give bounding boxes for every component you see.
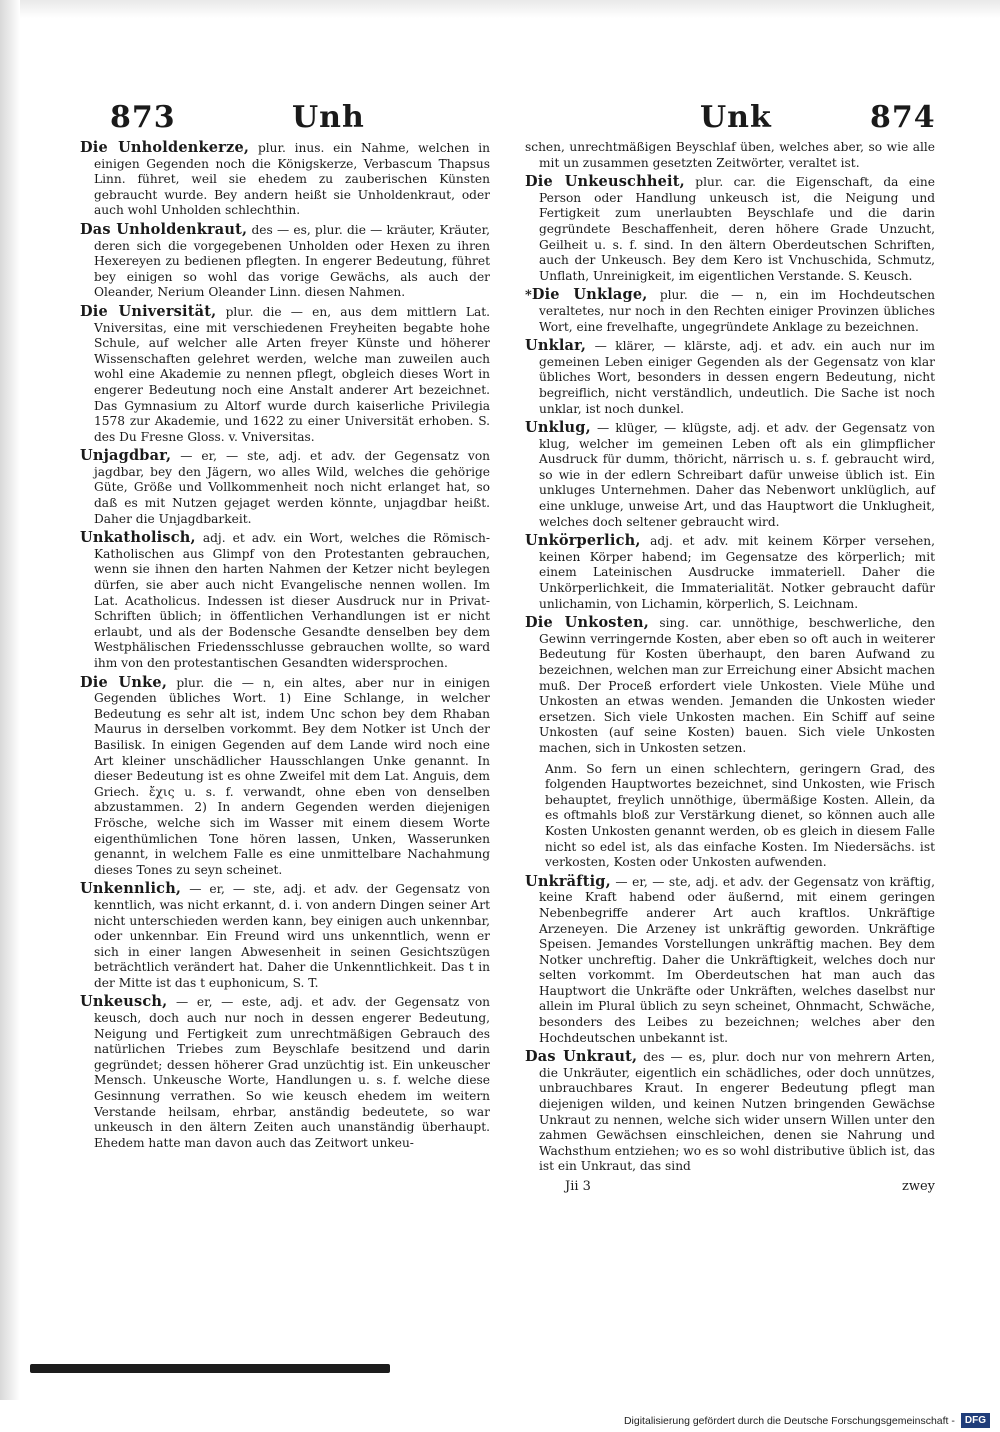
entry-text: des — es, plur. doch nur von mehrern Arten, die Unkräuter, eigentlich ein schädliches, oder doch unnützes, unbrauchbares Kraut. In engerer Bedeutung pflegt man diejenigen wilden, und keinen Nutzen bringenden Gewächse Unkraut zu nennen, welche sich wider unsern Willen unter den zahmen Gewächsen einschleichen, denen sie Nahrung und Wachsthum entziehen; wo es so wohl distributive üblich ist, das ist ein Unkraut, das sind xyxy=(539,1050,935,1174)
scan-edge-left xyxy=(0,0,20,1400)
entry-text: schen, unrechtmäßigen Beyschlaf üben, welches aber, so wie alle mit un zusammen gesetzten Zeitwörter, veraltet ist. xyxy=(525,140,935,170)
dictionary-entry xyxy=(80,881,490,991)
obsolete-marker: * xyxy=(525,288,532,304)
catchword: zwey xyxy=(901,1179,935,1194)
digitization-footer xyxy=(624,1413,990,1428)
entry-text: plur. die — n, ein altes, aber nur in einigen Gegenden übliches Wort. 1) Eine Schlange, in welcher Bedeutung es sehr alt ist, indem Unc schon bey dem Rhaban Maurus in derselben vorkommt. Bey dem Notker ist Unch der Basilisk. In einigen Gegenden auf dem Lande wird noch eine Art kleiner unschädlicher Hausschlangen Unke genannt. In dieser Bedeutung ist es ohne Zweifel mit dem Lat. Anguis, dem Griech. ἔχις u. s. f. verwandt, ohne eben von denselben abzustammen. 2) In andern Gegenden werden diejenigen Frösche, welche sich im Wasser mit einem diesem Worte eigenthümlichen Tone hören lassen, Unken, Wasserunken genannt, in welchem Falle es eine unmittelbare Nachahmung dieses Tones zu seyn scheinet. xyxy=(94,675,490,877)
entry-headword: Unkörperlich, xyxy=(525,532,641,550)
dictionary-page xyxy=(80,100,940,1370)
entry-text: — er, — ste, adj. et adv. der Gegensatz von kräftig, keine Kraft habend oder äußernd, mit einem geringen Nebenbegriffe anderer Art auch kraftlos. Unkräftige Arzeneyen. Die Arzeney ist unkräftig geworden. Unkräftige Speisen. Jemandes Vorstellungen unkräftig machen. Bey dem Notker unchreftig. Daher die Unkräftigkeit, welches doch nur selten vorkommt. Im Oberdeutschen hat man auch das Hauptwort die Unkräfte oder Unkräften, welches daselbst nur allein im Plural üblich zu seyn scheinet, Ohnmacht, Schwäche, besonders des Leibes zu bezeichnen; welches aber den Hochdeutschen unbekannt ist. xyxy=(539,874,935,1045)
entry-text: plur. inus. ein Nahme, welchen in einigen Gegenden noch die Königskerze, Verbascum Thapsus Linn. führet, weil sie ehedem zu zauberischen Künsten gebraucht wurde. Bey andern heißt sie Unholdenkraut, oder auch wohl Unholden schlechthin. xyxy=(94,141,490,218)
entry-text: sing. car. unnöthige, beschwerliche, den Gewinn verringernde Kosten, aber eben so oft auch in weiterer Bedeutung für Kosten überhaupt, den baren Aufwand zu bezeichnen, welchen man zur Erreichung einer Absicht machen muß. Der Proceß erfordert viele Unkosten. Viele Mühe und Unkosten an etwas wenden. Jemanden die Unkosten wieder ersetzen. Sich viele Unkosten machen. Ein Schiff auf seine Unkosten (auf seine Kosten) bauen. Sich viele Unkosten machen, sich in Unkosten setzen. xyxy=(539,616,935,755)
entry-text: plur. die — n, ein im Hochdeutschen veraltetes, nur noch in den Rechten einiger Provinzen übliches Wort, eine frevelhafte, ungegründete Anklage zu bezeichnen. xyxy=(539,288,935,334)
dictionary-entry xyxy=(525,533,935,612)
dictionary-entry xyxy=(525,287,935,335)
entry-note xyxy=(545,762,935,871)
entry-headword: Die Unkeuschheit, xyxy=(525,173,685,191)
dictionary-entry xyxy=(525,174,935,284)
entry-continuation xyxy=(525,140,935,171)
entry-headword: Das Unkraut, xyxy=(525,1048,638,1066)
dictionary-entry xyxy=(525,338,935,417)
entry-text: — er, — ste, adj. et adv. der Gegensatz von kenntlich, was nicht erkannt, d. i. von andern Dingen seiner Art nicht unterschieden werden kann, bey einigen auch unkennbar, oder unkennbar. Ein Freund wird uns unkenntlich, wenn er sich in einer langen Abwesenheit in seinen Gesichtszügen beträchtlich verändert hat. Daher die Unkenntlichkeit. Das t in der Mitte ist das t euphonicum, S. T. xyxy=(94,882,491,990)
entry-headword: Unkatholisch, xyxy=(80,529,196,547)
dictionary-entry xyxy=(80,675,490,879)
page-number-left: 873 xyxy=(110,100,176,135)
entry-headword: Unklar, xyxy=(525,337,587,355)
entry-text: adj. et adv. mit keinem Körper versehen, keinen Körper habend; im Gegensatze des körperlich; mit einem Lateinischen Ausdrucke immateriell. Daher die Unkörperlichkeit, die Immaterialität. Notker gebraucht dafür unlichamin, von Lichamin, körperlich, S. Leichnam. xyxy=(539,534,935,611)
dictionary-entry xyxy=(80,994,490,1151)
dictionary-entry xyxy=(525,615,935,756)
entry-headword: Unklug, xyxy=(525,419,591,437)
entry-headword: Die Unke, xyxy=(80,673,168,691)
dictionary-entry xyxy=(80,304,490,445)
entry-text: — er, — ste, adj. et adv. der Gegensatz von jagdbar, bey den Jägern, wo alles Wild, welches die gehörige Güte, Größe und Vollkommenheit noch nicht erlanget hat, so daß es mit Nutzen gejaget werden könnte, unjagdbar heißt. Daher die Unjagdbarkeit. xyxy=(94,449,491,526)
left-column xyxy=(80,140,490,1154)
footer-text: Digitalisierung gefördert durch die Deutsche Forschungsgemeinschaft - xyxy=(623,1414,955,1427)
entry-headword: Das Unholdenkraut, xyxy=(80,220,248,238)
dictionary-entry xyxy=(80,140,490,219)
entry-headword: Die Universität, xyxy=(80,302,217,320)
entry-headword: Unkeusch, xyxy=(80,993,168,1011)
page-number-right: 874 xyxy=(870,100,936,135)
running-head-right: Unk xyxy=(700,100,772,135)
dictionary-entry xyxy=(525,874,935,1047)
entry-text: plur. die — en, aus dem mittlern Lat. Vniversitas, eine mit verschiedenen Freyheiten begabte hohe Schule, auf welcher alle Arten freyer Künste und höherer Wissenschaften gelehret werden, welche man zuweilen auch wohl eine Akademie zu nennen pflegt, obgleich dieses Wort in engerer Bedeutung noch eine Anstalt anderer Art bezeichnet. Das Gymnasium zu Altorf wurde durch kaiserliche Privilegia 1578 zur Akademie, und 1622 zu einer Universität erhoben. S. des Du Fresne Gloss. v. Vniversitas. xyxy=(94,304,490,444)
right-column xyxy=(525,140,935,1199)
running-head-left: Unh xyxy=(292,100,365,135)
entry-text: adj. et adv. ein Wort, welches die Römisch-Katholischen aus Glimpf von den Protestanten gebrauchen, wenn sie ihnen den harten Nahmen der Ketzer nicht beylegen dürfen, sie aber auch nicht Evangelische nennen wollen. Im Lat. Acatholicus. Indessen ist dieser Ausdruck nur in Privat-Schriften üblich; in öffentlichen Verhandlungen ist er nicht erlaubt, und als der Bodensche Gesandte denselben bey dem Westphälischen Friedensschlusse gebrauchen wollte, so ward ihm von den protestantischen Gesandten widersprochen. xyxy=(94,531,490,670)
entry-headword: Die Unkosten, xyxy=(525,614,649,632)
entry-headword: Unjagdbar, xyxy=(80,447,172,465)
entry-headword: Unkennlich, xyxy=(80,880,182,898)
signature-row xyxy=(525,1179,935,1199)
entry-text: — er, — este, adj. et adv. der Gegensatz von keusch, doch auch nur noch in dessen engerer Bedeutung, Neigung und Fertigkeit zum unrechtmäßigen Gebrauch des natürlichen Triebes zum Beyschlafe besitzend und darin gegründet; dessen höherer Grad unzüchtig ist. Ein unkeuscher Mensch. Unkeusche Worte, Handlungen u. s. f. welche diese Gesinnung verrathen. So wie keusch ehedem im weitern Verstande heilsam, ehrbar, anständig bedeutete, so war unkeusch in den ältern Zeiten auch unanständig überhaupt. Ehedem hatte man davon auch das Zeitwort unkeu- xyxy=(94,995,491,1150)
entry-headword: Unkräftig, xyxy=(525,872,611,890)
dictionary-entry xyxy=(80,530,490,671)
signature-mark: Jii 3 xyxy=(565,1179,591,1194)
dfg-logo: DFG xyxy=(961,1413,990,1428)
entry-headword: Die Unholdenkerze, xyxy=(80,139,250,156)
entry-headword: Die Unklage, xyxy=(531,286,648,304)
dictionary-entry xyxy=(80,222,490,301)
entry-text: plur. car. die Eigenschaft, da eine Person oder Handlung unkeusch ist, die Neigung und Fertigkeit zum unerlaubten Beyschlafe und die darin gegründete Beschaffenheit, deren höhere Grade Unzucht, Geilheit u. s. f. sind. In den ältern Oberdeutschen Schriften, auch der Unkeusch. Bey dem Kero ist Vnchuschida, Schmutz, Unflath, Unreinigkeit, im eigentlichen Verstande. S. Keusch. xyxy=(539,175,935,283)
entry-text: des — es, plur. die — kräuter, Kräuter, deren sich die vorgegebenen Unholden oder Hexen zu ihren Hexereyen zu bedienen pflegten. In engerer Bedeutung, führet bey einigen so wohl das vorige Gewächs, als auch der Oleander, Nerium Oleander Linn. diesen Nahmen. xyxy=(94,222,490,300)
scan-artifact-bar xyxy=(30,1364,390,1373)
entry-text: — klärer, — klärste, adj. et adv. ein auch nur im gemeinen Leben einiger Gegenden als der Gegensatz von klar übliches Wort, besonders in dessen engern Bedeutung, nicht begreiflich, nicht verständlich, undeutlich. Die Sache ist noch unklar, ist noch dunkel. xyxy=(539,339,935,416)
dictionary-entry xyxy=(525,1049,935,1175)
dictionary-entry xyxy=(525,420,935,530)
entry-text: — klüger, — klügste, adj. et adv. der Gegensatz von klug, welcher im gemeinen Leben oft als ein glimpflicher Ausdruck für dumm, thöricht, närrisch u. s. f. gebraucht wird, so wie in der edlern Schreibart dafür unweise üblich ist. Ein unkluges Unternehmen. Daher das Nebenwort unklüglich, auf eine unkluge, unweise Art, und das Hauptwort die Unklugheit, welches doch seltener gebraucht wird. xyxy=(539,421,936,529)
dictionary-entry xyxy=(80,448,490,527)
entry-text: Anm. So fern un einen schlechtern, geringern Grad, des folgenden Hauptwortes bezeichnet, sind Unkosten, wie Frisch behauptet, freylich unnöthige, übermäßige Kosten. Allein, da es oftmahls bloß zur Verstärkung dienet, so können auch alle Kosten Unkosten genannt werden, ob es gleich in diesem Falle nicht so edel ist, als das einfache Kosten. Im Niedersächs. ist verkosten, Kosten oder Unkosten aufwenden. xyxy=(545,761,935,870)
scan-edge-top xyxy=(0,0,1000,18)
